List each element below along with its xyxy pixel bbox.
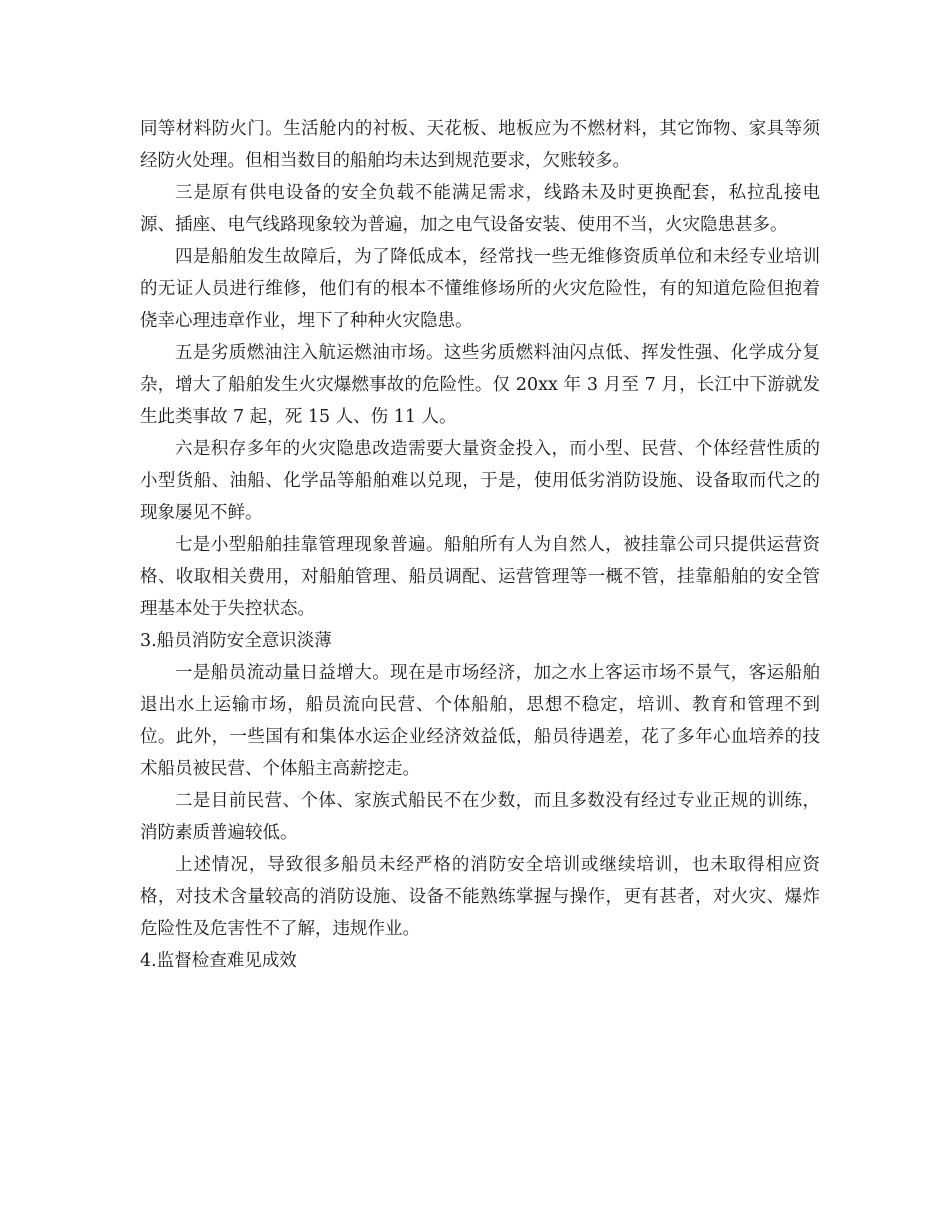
section-heading-supervision: 4.监督检查难见成效 [140,951,297,971]
paragraph-power-supply: 三是原有供电设备的安全负载不能满足需求，线路未及时更换配套，私拉乱接电源、插座、电气线路现象较为普遍，加之电气设备安装、使用不当，火灾隐患甚多。 [140,183,820,235]
document-body [140,113,820,977]
paragraph-affiliation: 七是小型船舶挂靠管理现象普遍。船舶所有人为自然人，被挂靠公司只提供运营资格、收取相关费用，对船舶管理、船员调配、运营管理等一概不管，挂靠船舶的安全管理基本处于失控状态。 [140,535,820,619]
paragraph-investment: 六是积存多年的火灾隐患改造需要大量资金投入，而小型、民营、个体经营性质的小型货船、油船、化学品等船舶难以兑现，于是，使用低劣消防设施、设备取而代之的现象屡见不鲜。 [140,439,820,523]
section-heading-crew-awareness: 3.船员消防安全意识淡薄 [140,631,332,651]
paragraph-crew-mobility: 一是船员流动量日益增大。现在是市场经济，加之水上客运市场不景气，客运船舶退出水上运输市场，船员流向民营、个体船舶，思想不稳定，培训、教育和管理不到位。此外，一些国有和集体水运企业经济效益低，船员待遇差，花了多年心血培养的技术船员被民营、个体船主高薪挖走。 [140,663,820,779]
paragraph-crew-training: 二是目前民营、个体、家族式船民不在少数，而且多数没有经过专业正规的训练，消防素质普遍较低。 [140,791,820,843]
paragraph-fire-doors: 同等材料防火门。生活舱内的衬板、天花板、地板应为不燃材料，其它饰物、家具等须经防火处理。但相当数目的船舶均未达到规范要求，欠账较多。 [140,119,820,171]
paragraph-summary: 上述情况，导致很多船员未经严格的消防安全培训或继续培训，也未取得相应资格，对技术含量较高的消防设施、设备不能熟练掌握与操作，更有甚者，对火灾、爆炸危险性及危害性不了解，违规作业。 [140,855,820,939]
paragraph-repairs: 四是船舶发生故障后，为了降低成本，经常找一些无维修资质单位和未经专业培训的无证人员进行维修，他们有的根本不懂维修场所的火灾危险性，有的知道危险但抱着侥幸心理违章作业，埋下了种种火灾隐患。 [140,247,820,331]
paragraph-fuel-oil: 五是劣质燃油注入航运燃油市场。这些劣质燃料油闪点低、挥发性强、化学成分复杂，增大了船舶发生火灾爆燃事故的危险性。仅 20xx 年 3 月至 7 月，长江中下游就发生此类事故 7 起，死 15 人、伤 11 人。 [140,343,820,427]
